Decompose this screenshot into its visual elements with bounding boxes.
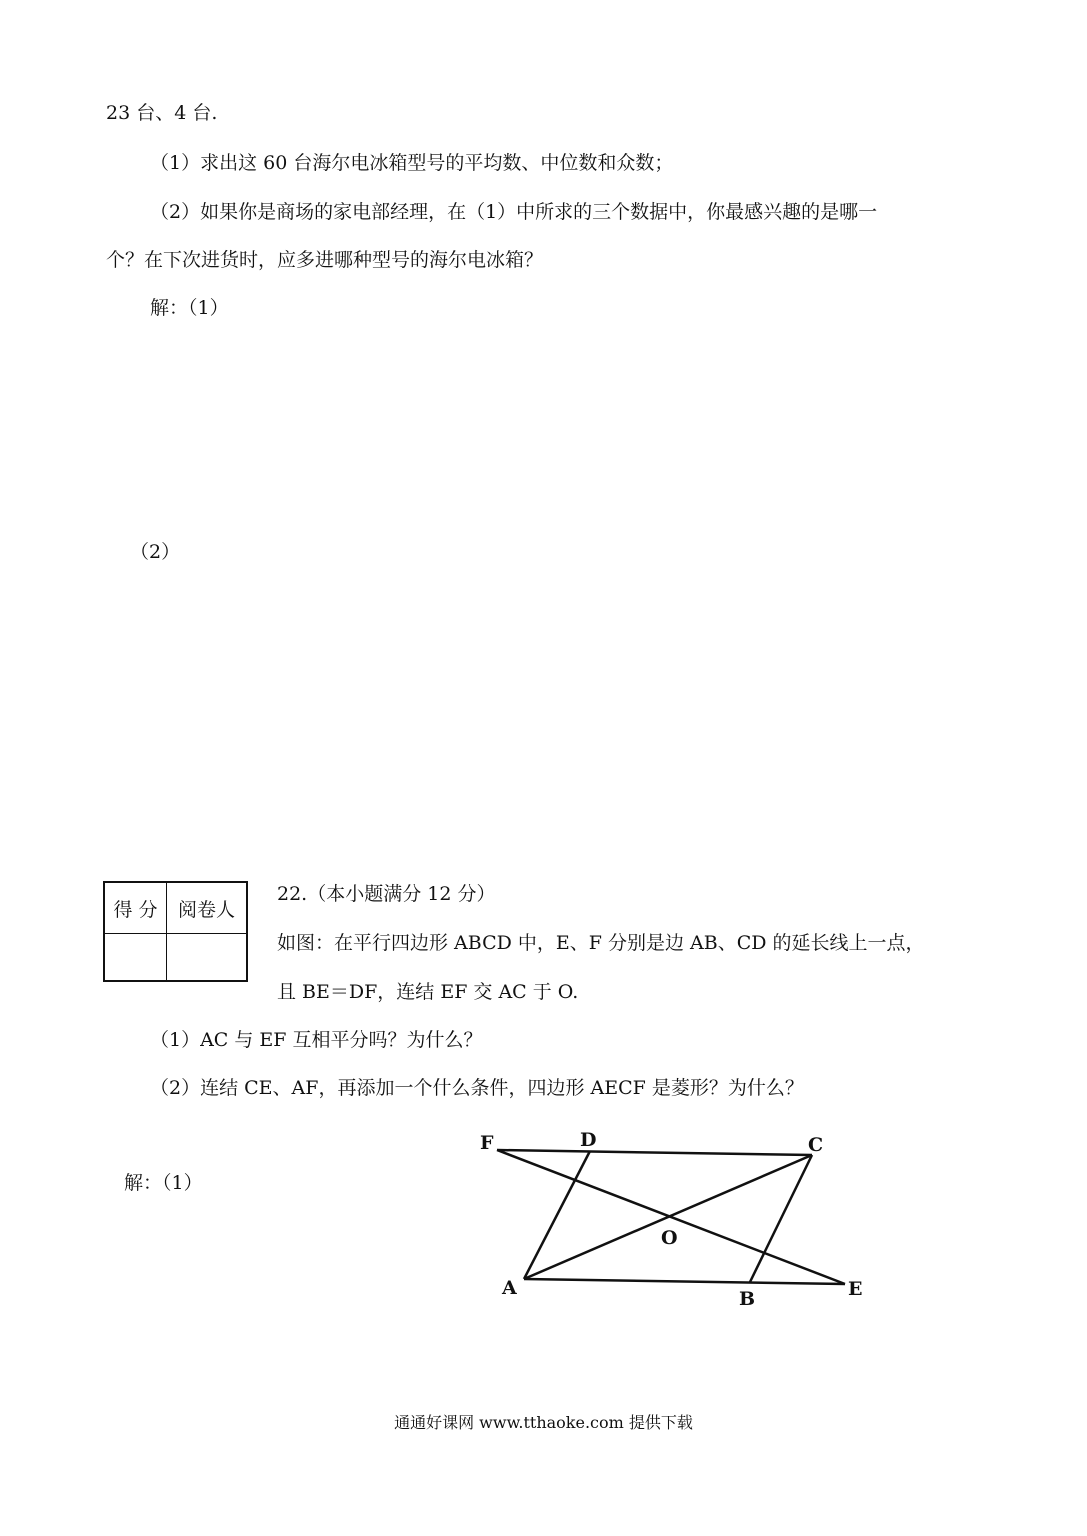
problem-22-answer-1-label: 解：（1） <box>124 1172 203 1194</box>
side-cb <box>750 1155 812 1282</box>
vertex-label-d: D <box>580 1129 597 1151</box>
score-label: 得 分 <box>104 882 167 934</box>
vertex-label-a: A <box>502 1277 517 1299</box>
line-fdc <box>497 1150 812 1155</box>
problem-22-text-line-1: 如图：在平行四边形 ABCD 中，E、F 分别是边 AB、CD 的延长线上一点， <box>277 932 925 954</box>
reviewer-cell <box>167 934 247 982</box>
answer-2-label: （2） <box>130 541 181 563</box>
problem-22-question-1: （1）AC 与 EF 互相平分吗？为什么？ <box>150 1029 483 1051</box>
vertex-label-b: B <box>739 1288 756 1310</box>
side-ad <box>524 1151 590 1279</box>
parallelogram-figure <box>470 1125 880 1320</box>
problem-22-heading: 22.（本小题满分 12 分） <box>277 883 496 905</box>
question-1: （1）求出这 60 台海尔电冰箱型号的平均数、中位数和众数； <box>150 152 674 174</box>
answer-1-label: 解：（1） <box>150 297 229 319</box>
segment-ef <box>497 1150 845 1284</box>
reviewer-label: 阅卷人 <box>167 882 247 934</box>
score-table <box>103 881 248 982</box>
footer-text: 通通好课网 www.tthaoke.com 提供下载 <box>394 1413 693 1432</box>
problem-22-question-2: （2）连结 CE、AF，再添加一个什么条件，四边形 AECF 是菱形？为什么？ <box>150 1077 804 1099</box>
score-cell <box>104 934 167 982</box>
continuation-line: 23 台、4 台. <box>106 102 218 124</box>
problem-22-text-line-2: 且 BE＝DF，连结 EF 交 AC 于 O. <box>277 981 579 1003</box>
point-label-o: O <box>661 1227 678 1249</box>
vertex-label-f: F <box>480 1132 494 1154</box>
line-abe <box>524 1279 845 1284</box>
question-2-line-2: 个？在下次进货时，应多进哪种型号的海尔电冰箱？ <box>106 249 544 271</box>
vertex-label-c: C <box>808 1134 824 1156</box>
question-2-line-1: （2）如果你是商场的家电部经理，在（1）中所求的三个数据中，你最感兴趣的是哪一 <box>150 201 878 223</box>
vertex-label-e: E <box>848 1278 863 1300</box>
